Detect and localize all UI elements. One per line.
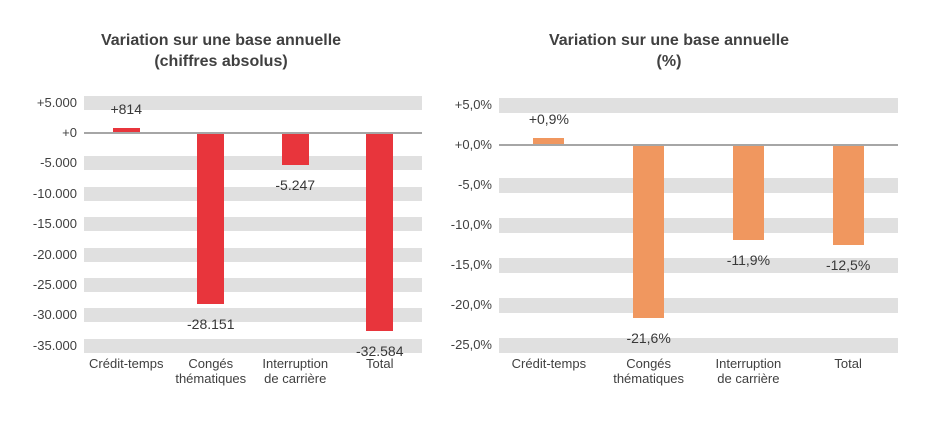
chart-title-absolute-line2: (chiffres absolus) <box>154 53 288 70</box>
y-axis-label: +0 <box>62 125 77 140</box>
y-axis-label: -10,0% <box>450 217 492 232</box>
category-label-line: Interruption <box>262 356 329 371</box>
category-label <box>597 357 701 386</box>
x-axis-zero-line <box>499 144 898 146</box>
y-axis-label: -20.000 <box>32 246 77 262</box>
chart-title-percent-line2: (%) <box>656 53 682 70</box>
y-axis-label: -35.000 <box>32 337 77 353</box>
category-label-line: thématiques <box>613 370 685 386</box>
category-label-line: Interruption <box>715 356 782 371</box>
category-label-line: Crédit-temps <box>89 356 164 371</box>
category-label-line: de carrière <box>717 370 780 386</box>
data-label: -12,5% <box>825 257 871 273</box>
y-axis-label: -25.000 <box>32 277 77 292</box>
category-label-line: de carrière <box>264 370 327 386</box>
data-label: -32.584 <box>356 343 404 360</box>
chart-title-absolute <box>20 30 422 72</box>
x-axis-zero-line <box>84 132 422 134</box>
bar <box>366 133 393 331</box>
y-axis-label: +5.000 <box>36 94 77 110</box>
y-axis-label: -25,0% <box>450 337 492 352</box>
category-label-line: Total <box>366 356 394 371</box>
y-axis-label: +5,0% <box>454 97 492 112</box>
category-label <box>696 357 800 386</box>
bar <box>833 145 864 245</box>
y-axis-label: -5.000 <box>40 155 77 171</box>
category-label-line: Congés <box>188 356 234 371</box>
category-label-line: Congés <box>626 356 672 371</box>
category-label-line: Crédit-temps <box>511 356 587 371</box>
category-label <box>796 357 900 372</box>
y-axis-label: -10.000 <box>32 185 77 201</box>
category-label-line: Total <box>834 356 862 371</box>
grid-band <box>499 298 898 313</box>
bar <box>282 133 309 165</box>
category-label <box>497 357 601 372</box>
data-label: -5.247 <box>275 176 316 193</box>
y-axis-label: -30.000 <box>32 307 77 323</box>
y-axis-label: -15,0% <box>450 257 492 272</box>
chart-title-percent <box>440 30 898 72</box>
data-label: -21,6% <box>626 329 671 346</box>
data-label: -11,9% <box>726 252 771 269</box>
chart-title-absolute-line1: Variation sur une base annuelle <box>100 32 342 49</box>
chart-title-percent-line1: Variation sur une base annuelle <box>548 32 790 49</box>
bar <box>633 145 664 318</box>
category-label <box>328 357 432 372</box>
y-axis-label: -5,0% <box>458 177 492 192</box>
y-axis-label: +0,0% <box>454 137 492 152</box>
data-label: +814 <box>110 101 143 118</box>
bar <box>197 133 224 304</box>
bar <box>733 145 764 240</box>
category-label-line: thématiques <box>175 370 247 386</box>
y-axis-label: -20,0% <box>450 297 492 312</box>
data-label: -28.151 <box>187 316 235 333</box>
data-label: +0,9% <box>528 110 569 127</box>
y-axis-label: -15.000 <box>32 216 77 232</box>
